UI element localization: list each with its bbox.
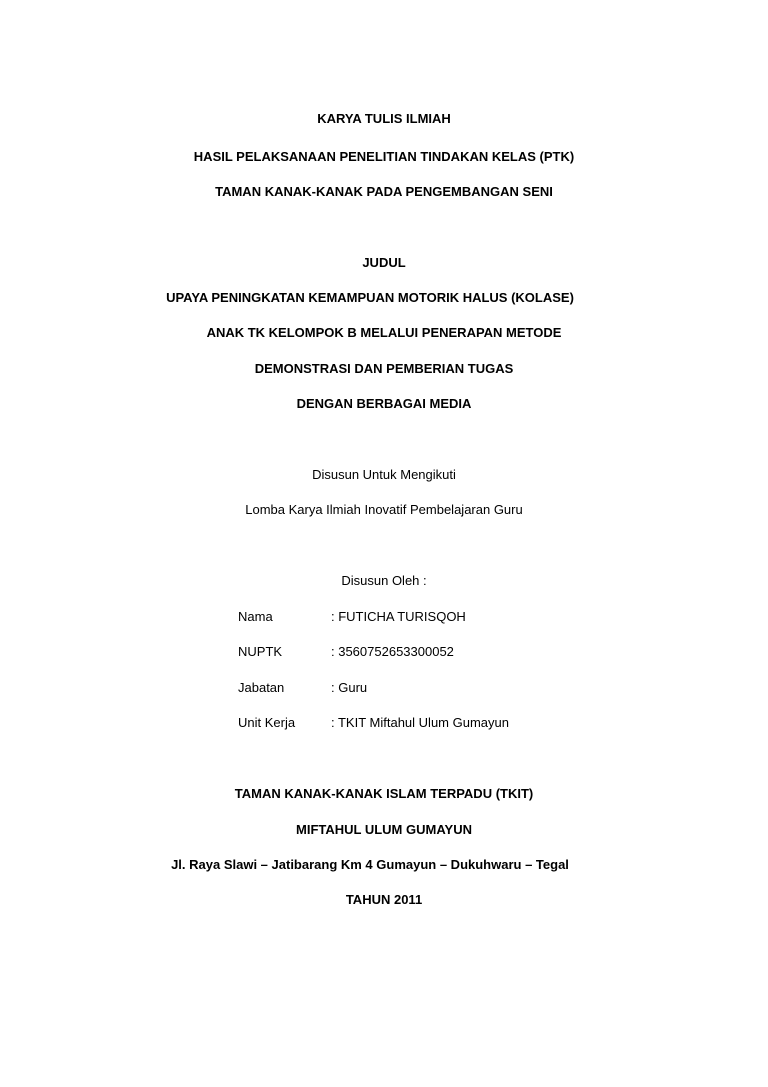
field-value: : Guru: [331, 680, 368, 695]
field-value: : FUTICHA TURISQOH: [331, 609, 466, 624]
judul-line-3: DEMONSTRASI DAN PEMBERIAN TUGAS: [254, 361, 514, 376]
author-row-nuptk: [0, 644, 768, 660]
field-key: Unit Kerja: [238, 715, 296, 730]
field-key: Nama: [238, 609, 273, 624]
doc-field: TAMAN KANAK-KANAK PADA PENGEMBANGAN SENI: [215, 184, 553, 199]
author-row-jabatan: [0, 680, 768, 696]
author-row-unit: [0, 715, 768, 731]
judul-line-2: ANAK TK KELOMPOK B MELALUI PENERAPAN METODE: [206, 325, 562, 340]
judul-line-4: DENGAN BERBAGAI MEDIA: [296, 396, 472, 411]
author-label: Disusun Oleh :: [341, 573, 427, 588]
institution-name: TAMAN KANAK-KANAK ISLAM TERPADU (TKIT): [234, 786, 534, 801]
purpose-line-2: Lomba Karya Ilmiah Inovatif Pembelajaran Guru: [245, 502, 523, 517]
judul-line-1: UPAYA PENINGKATAN KEMAMPUAN MOTORIK HALUS (KOLASE): [166, 290, 574, 305]
doc-type-title: KARYA TULIS ILMIAH: [317, 111, 451, 126]
judul-label: JUDUL: [362, 255, 406, 270]
institution-address: Jl. Raya Slawi – Jatibarang Km 4 Gumayun – Dukuhwaru – Tegal: [171, 857, 569, 872]
doc-year: TAHUN 2011: [345, 892, 423, 907]
field-key: NUPTK: [238, 644, 283, 659]
purpose-line-1: Disusun Untuk Mengikuti: [312, 467, 456, 482]
field-key: Jabatan: [238, 680, 285, 695]
doc-subtitle: HASIL PELAKSANAAN PENELITIAN TINDAKAN KELAS (PTK): [193, 149, 575, 164]
institution-subname: MIFTAHUL ULUM GUMAYUN: [296, 822, 472, 837]
field-value: : TKIT Miftahul Ulum Gumayun: [331, 715, 509, 730]
field-value: : 3560752653300052: [331, 644, 454, 659]
author-row-name: [0, 609, 768, 625]
